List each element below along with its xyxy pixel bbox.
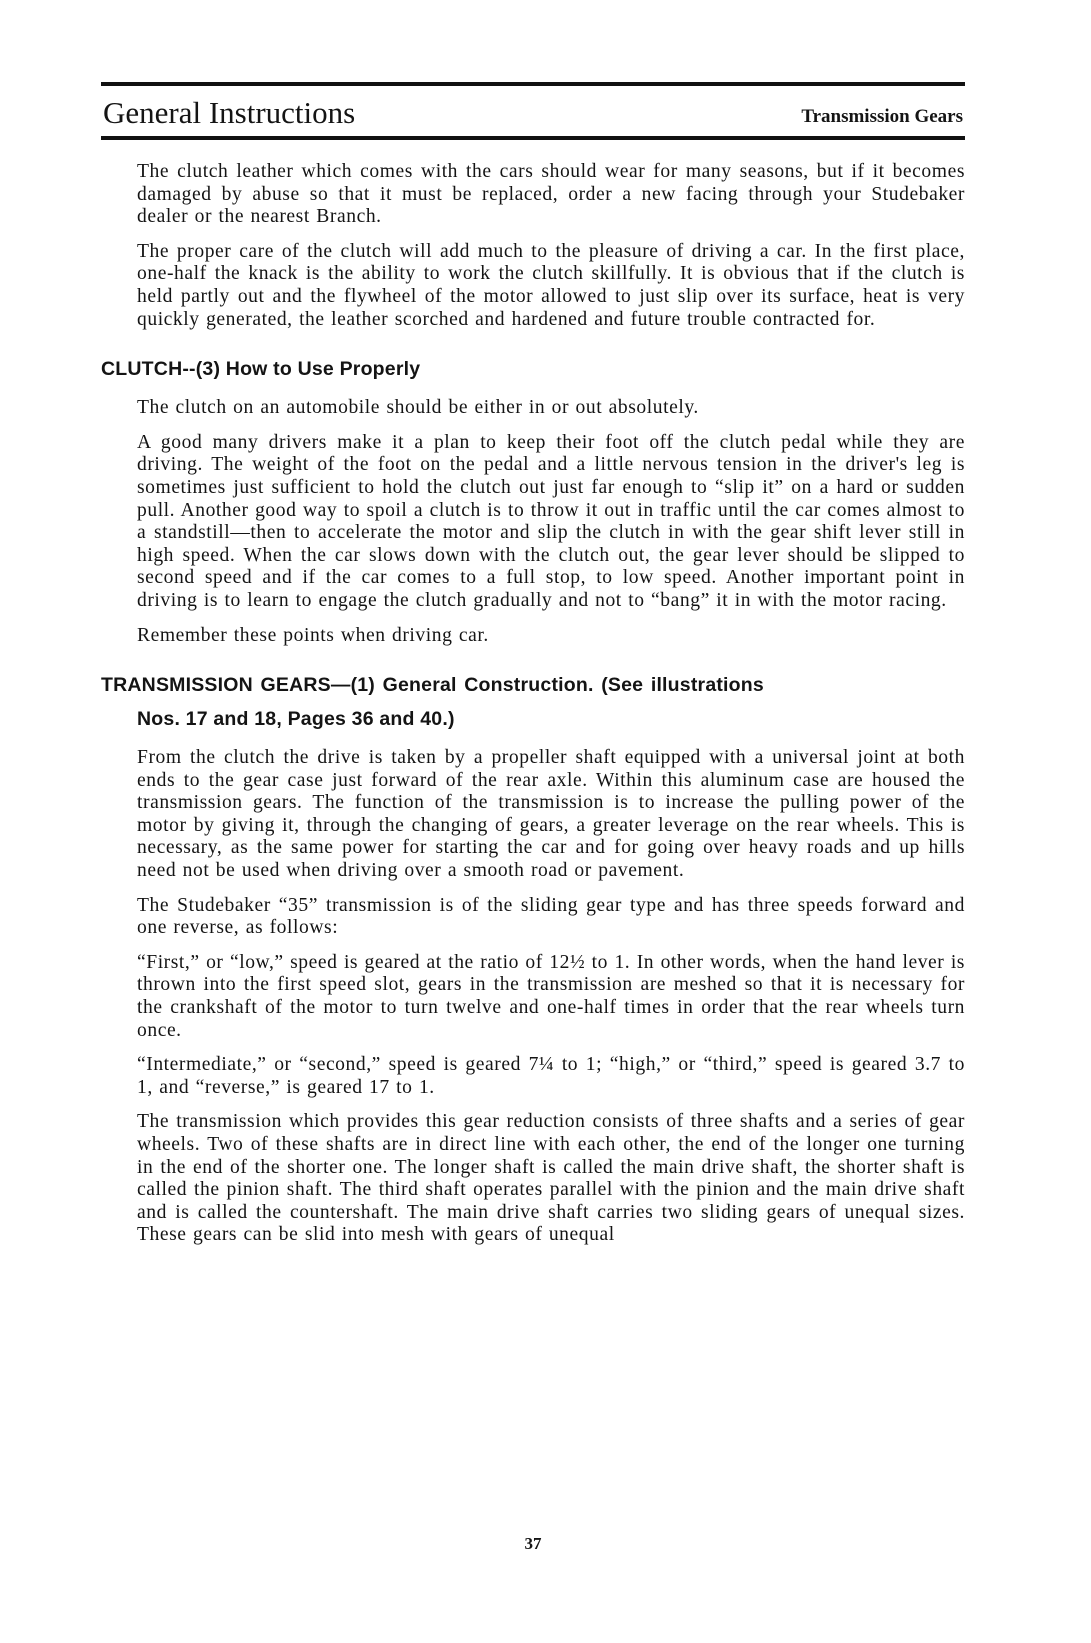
running-header	[101, 86, 965, 132]
paragraph-remember: Remember these points when driving car.	[137, 624, 489, 646]
section-heading-main: TRANSMISSION GEARS—(1) General Construction. (See illustrations	[101, 674, 764, 697]
section-heading-transmission-gears	[101, 673, 965, 731]
paragraph-gear-ratios: “Intermediate,” or “second,” speed is geared 7¼ to 1; “high,” or “third,” speed is geared 3.7 to 1, and “reverse,” is geared 17 to 1.	[137, 1054, 965, 1098]
header-title: General Instructions	[103, 95, 356, 130]
header-bottom-rule	[101, 136, 965, 140]
paragraph-drive-path: From the clutch the drive is taken by a propeller shaft equipped with a universal joint at both ends to the gear case just forward of the rear axle. Within this aluminum case are housed the transmission gears. The function of the transmission is to increase the pulling power of the motor by giving it, through the changing of gears, a greater leverage on the rear wheels. This is necessary, as the same power for starting the car and for going over heavy roads and up hills need not be used when driving over a smooth road or pavement.	[137, 747, 965, 882]
paragraph-clutch-care: The proper care of the clutch will add much to the pleasure of driving a car. In the first place, one-half the knack is the ability to work the clutch skillfully. It is obvious that if the clutch is held partly out and the flywheel of the motor allowed to just slip over its surface, heat is very quickly generated, the leather scorched and hardened and future trouble contracted for.	[137, 240, 965, 330]
document-page	[101, 82, 965, 1553]
paragraph-clutch-in-out: The clutch on an automobile should be either in or out absolutely.	[137, 397, 699, 419]
section-heading-clutch-use: CLUTCH--(3) How to Use Properly	[101, 358, 421, 381]
paragraph-first-speed: “First,” or “low,” speed is geared at the ratio of 12½ to 1. In other words, when the hand lever is thrown into the first speed slot, gears in the transmission are meshed so that it is necessary for the crankshaft of the motor to turn twelve and one-half times in order that the rear wheels turn once.	[137, 951, 965, 1041]
paragraph-clutch-leather: The clutch leather which comes with the cars should wear for many seasons, but if it becomes damaged by abuse so that it must be replaced, order a new facing through your Studebaker dealer or the nearest Branch.	[137, 161, 965, 228]
page-body	[101, 161, 965, 1247]
section-heading-continuation: Nos. 17 and 18, Pages 36 and 40.)	[137, 708, 455, 731]
paragraph-shafts: The transmission which provides this gear reduction consists of three shafts and a series of gear wheels. Two of these shafts are in direct line with each other, the end of the longer one turning in the end of the shorter one. The longer shaft is called the main drive shaft, the shorter shaft is called the pinion shaft. The third shaft operates parallel with the pinion and the main drive shaft and is called the countershaft. The main drive shaft carries two sliding gears of unequal sizes. These gears can be slid into mesh with gears of unequal	[137, 1111, 965, 1246]
page-number: 37	[524, 1534, 542, 1553]
header-section: Transmission Gears	[801, 106, 963, 127]
paragraph-clutch-misuse: A good many drivers make it a plan to keep their foot off the clutch pedal while they are driving. The weight of the foot on the pedal and a little nervous tension in the driver's leg is sometimes just sufficient to hold the clutch out just far enough to “slip it” on a hard or sudden pull. Another good way to spoil a clutch is to throw it out in traffic until the car comes almost to a standstill—then to accelerate the motor and slip the clutch in with the gear shift lever still in high speed. When the car slows down with the clutch out, the gear lever should be slipped to second speed and if the car comes to a full stop, to low speed. Another important point in driving is to learn to engage the clutch gradually and not to “bang” it in with the motor racing.	[137, 431, 965, 611]
paragraph-transmission-type: The Studebaker “35” transmission is of the sliding gear type and has three speeds forward and one reverse, as follows:	[137, 894, 965, 939]
